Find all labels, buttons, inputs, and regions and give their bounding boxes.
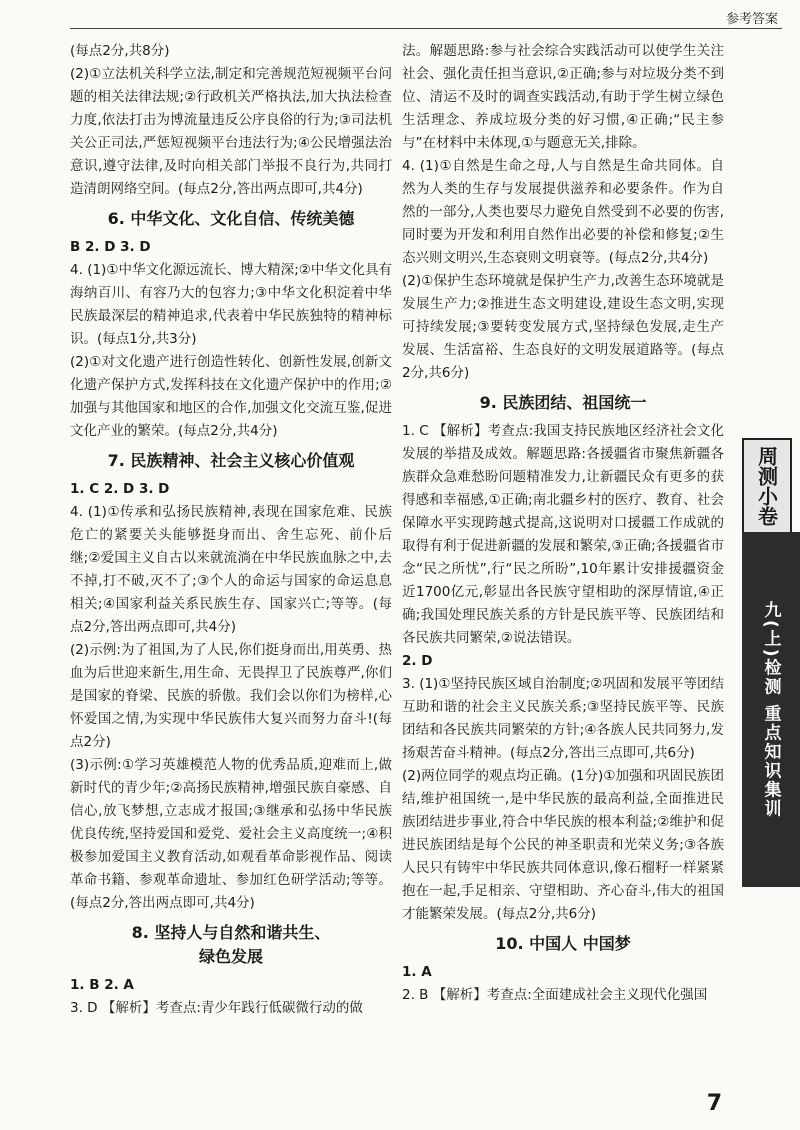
section-heading-8 bbox=[70, 921, 392, 969]
answer-text: 1. C 【解析】考查点:我国支持民族地区经济社会文化发展的举措及成效。解题思路:各援疆省市聚焦新疆各族群众急难愁盼问题精准发力,让新疆民众有更多的获得感和幸福感,①正确;南北疆乡村的医疗、教育、社会保障水平实现跨越式提高,这说明对口援疆工作成就的取得有利于促进新疆的发展和繁荣,③正确;各援疆省市念“民之所忧”,行“民之所盼”,10年累计安排援疆资金近1700亿元,彰显出各民族守望相助的深厚情谊,④正确;我国处理民族关系的方针是民族平等、民族团结和各民族共同繁荣,②说法错误。 bbox=[402, 423, 724, 646]
section-heading-8-line1: 8. 坚持人与自然和谐共生、 bbox=[131, 923, 331, 942]
answer-text: (2)两位同学的观点均正确。(1分)①加强和巩固民族团结,维护祖国统一,是中华民族的最高利益,全面推进民族团结进步事业,符合中华民族的根本利益;②维护和促进民族团结是每个公民的神圣职责和光荣义务;③各族人民只有铸牢中华民族共同体意识,像石榴籽一样紧紧抱在一起,手足相亲、守望相助、齐心奋斗,伟大的祖国才能繁荣发展。(每点2分,共6分) bbox=[402, 768, 724, 922]
section-heading-8-line2: 绿色发展 bbox=[198, 947, 263, 966]
right-column bbox=[402, 40, 724, 1007]
side-tab: 九(上)检测 重点知识集训 bbox=[742, 532, 800, 887]
left-column bbox=[70, 40, 392, 1020]
answer-text: 2. B 【解析】考查点:全面建成社会主义现代化强国 bbox=[402, 987, 708, 1003]
answer-text: (2)①对文化遗产进行创造性转化、创新性发展,创新文化遗产保护方式,发挥科技在文化遗产保护中的作用;②加强与其他国家和地区的合作,加强文化交流互鉴,促进文化产业的繁荣。(每点2分,共4分) bbox=[70, 354, 392, 439]
choice-answers: B 2. D 3. D bbox=[70, 239, 151, 255]
answer-text: 3. (1)①坚持民族区域自治制度;②巩固和发展平等团结互助和谐的社会主义民族关系;③坚持民族平等、民族团结和各民族共同繁荣的方针;④各族人民共同努力,发扬艰苦奋斗精神。(每点2分,答出三点即可,共6分) bbox=[402, 676, 724, 761]
answer-text: (2)①保护生态环境就是保护生产力,改善生态环境就是发展生产力;②推进生态文明建设,建设生态文明,实现可持续发展;③要转变发展方式,坚持绿色发展,走生产发展、生活富裕、生态良好的文明发展道路等。(每点2分,共6分) bbox=[402, 273, 724, 381]
choice-answers: 2. D bbox=[402, 653, 433, 669]
side-title-badge: 周测小卷 bbox=[742, 438, 792, 534]
answer-text: 4. (1)①传承和弘扬民族精神,表现在国家危难、民族危亡的紧要关头能够挺身而出、舍生忘死、前仆后继;②爱国主义自古以来就流淌在中华民族血脉之中,去不掉,打不破,灭不了;③个人的命运与国家的命运息息相关;④国家利益关系民族生存、国家兴亡;等等。(每点2分,答出两点即可,共4分) bbox=[70, 504, 392, 635]
answer-text: 4. (1)①中华文化源远流长、博大精深;②中华文化具有海纳百川、有容乃大的包容力;③中华文化积淀着中华民族最深层的精神追求,代表着中华民族独特的精神标识。(每点1分,共3分) bbox=[70, 262, 392, 347]
section-heading-10: 10. 中国人 中国梦 bbox=[495, 934, 631, 953]
header-rule bbox=[70, 28, 782, 29]
answer-text: (2)示例:为了祖国,为了人民,你们挺身而出,用英勇、热血为后世迎来新生,用生命、无畏捍卫了民族尊严,你们是国家的脊梁、民族的骄傲。我们会以你们为榜样,心怀爱国之情,为实现中华民族伟大复兴而努力奋斗!(每点2分) bbox=[70, 642, 392, 750]
page-number: 7 bbox=[706, 1091, 722, 1116]
answer-text: 3. D 【解析】考查点:青少年践行低碳微行动的做 bbox=[70, 1000, 363, 1016]
answer-text: (每点2分,共8分) bbox=[70, 43, 170, 59]
answer-text: 4. (1)①自然是生命之母,人与自然是生命共同体。自然为人类的生存与发展提供滋养和必要条件。作为自然的一部分,人类也要尽力避免自然受到不必要的伤害,同时要为开发和利用自然作出必要的补偿和修复;②生态兴则文明兴,生态衰则文明衰等。(每点2分,共4分) bbox=[402, 158, 724, 266]
choice-answers: 1. C 2. D 3. D bbox=[70, 481, 170, 497]
choice-answers: 1. A bbox=[402, 964, 432, 980]
answer-text: 法。解题思路:参与社会综合实践活动可以使学生关注社会、强化责任担当意识,②正确;参与对垃圾分类不到位、清运不及时的调查实践活动,有助于学生树立绿色生活理念、养成垃圾分类的好习惯,④正确;“民主参与”在材料中未体现,①与题意无关,排除。 bbox=[402, 43, 724, 151]
section-heading-6: 6. 中华文化、文化自信、传统美德 bbox=[107, 209, 355, 228]
running-head: 参考答案 bbox=[725, 12, 778, 27]
answer-text: (3)示例:①学习英雄模范人物的优秀品质,迎难而上,做新时代的青少年;②高扬民族精神,增强民族自豪感、自信心,放飞梦想,立志成才报国;③继承和弘扬中华民族优良传统,坚持爱国和爱党、爱社会主义高度统一;④积极参加爱国主义教育活动,如观看革命影视作品、阅读革命书籍、参观革命遗址、参加红色研学活动;等等。(每点2分,答出两点即可,共4分) bbox=[70, 757, 392, 911]
section-heading-9: 9. 民族团结、祖国统一 bbox=[479, 393, 647, 412]
section-heading-7: 7. 民族精神、社会主义核心价值观 bbox=[107, 451, 355, 470]
choice-answers: 1. B 2. A bbox=[70, 977, 134, 993]
answer-text: (2)①立法机关科学立法,制定和完善规范短视频平台问题的相关法律法规;②行政机关严格执法,加大执法检查力度,依法打击为博流量违反公序良俗的行为;③司法机关公正司法,严惩短视频平台违法行为;④公民增强法治意识,遵守法律,及时向相关部门举报不良行为,共同打造清朗网络空间。(每点2分,答出两点即可,共4分) bbox=[70, 66, 392, 197]
